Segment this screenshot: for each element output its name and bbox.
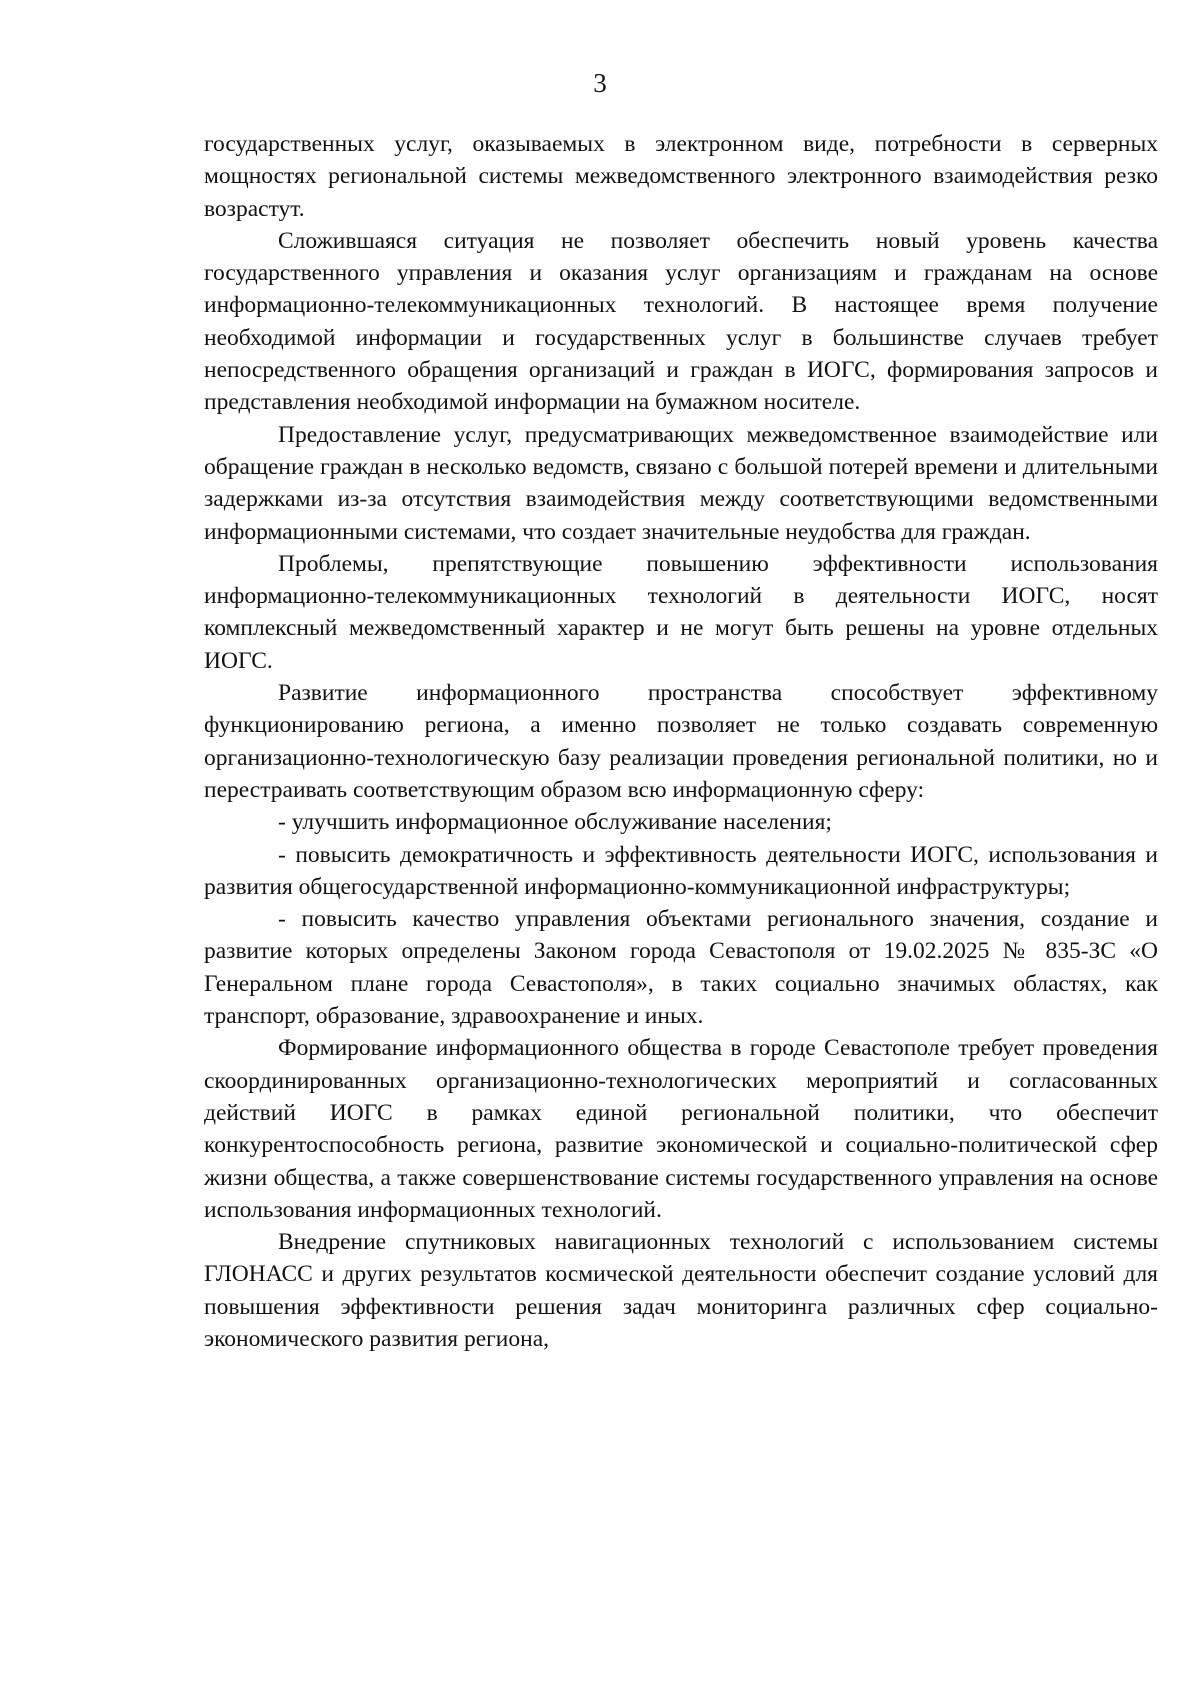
page-number: 3 — [593, 68, 607, 98]
document-body — [204, 128, 1158, 1355]
paragraph: Сложившаяся ситуация не позволяет обеспечить новый уровень качества государственного управления и оказания услуг организациям и гражданам на основе информационно-телекоммуникационных технологий. В настоящее время получение необходимой информации и государственных услуг в большинстве случаев требует непосредственного обращения организаций и граждан в ИОГС, формирования запросов и представления необходимой информации на бумажном носителе. — [204, 227, 1158, 416]
paragraph: государственных услуг, оказываемых в электронном виде, потребности в серверных мощностях региональной системы межведомственного электронного взаимодействия резко возрастут. — [204, 131, 1158, 222]
list-item: - улучшить информационное обслуживание населения; — [278, 809, 832, 836]
paragraph: Внедрение спутниковых навигационных технологий с использованием системы ГЛОНАСС и других результатов космической деятельности обеспечит создание условий для повышения эффективности решения задач мониторинга различных сфер социально-экономического развития региона, — [204, 1229, 1158, 1352]
list-item: - повысить демократичность и эффективность деятельности ИОГС, использования и развития общегосударственной информационно-коммуникационной инфраструктуры; — [204, 841, 1158, 900]
paragraph: Предоставление услуг, предусматривающих межведомственное взаимодействие или обращение граждан в несколько ведомств, связано с большой потерей времени и длительными задержками из-за отсутствия взаимодействия между соответствующими ведомственными информационными системами, что создает значительные неудобства для граждан. — [204, 421, 1158, 545]
list-item: - повысить качество управления объектами регионального значения, создание и развитие которых определены Законом города Севастополя от 19.02.2025 № 835-ЗС «О Генеральном плане города Севастополя», в таких социально значимых областях, как транспорт, образование, здравоохранение и иных. — [204, 906, 1158, 1030]
paragraph: Проблемы, препятствующие повышению эффективности использования информационно-телекоммуникационных технологий в деятельности ИОГС, носят комплексный межведомственный характер и не могут быть решены на уровне отдельных ИОГС. — [204, 550, 1158, 674]
paragraph: Формирование информационного общества в городе Севастополе требует проведения скоординированных организационно-технологических мероприятий и согласованных действий ИОГС в рамках единой региональной политики, что обеспечит конкурентоспособность региона, развитие экономической и социально-политической сфер жизни общества, а также совершенствование системы государственного управления на основе использования информационных технологий. — [204, 1035, 1158, 1223]
paragraph: Развитие информационного пространства способствует эффективному функционированию региона, а именно позволяет не только создавать современную организационно-технологическую базу реализации проведения региональной политики, но и перестраивать соответствующим образом всю информационную сферу: — [204, 680, 1158, 803]
